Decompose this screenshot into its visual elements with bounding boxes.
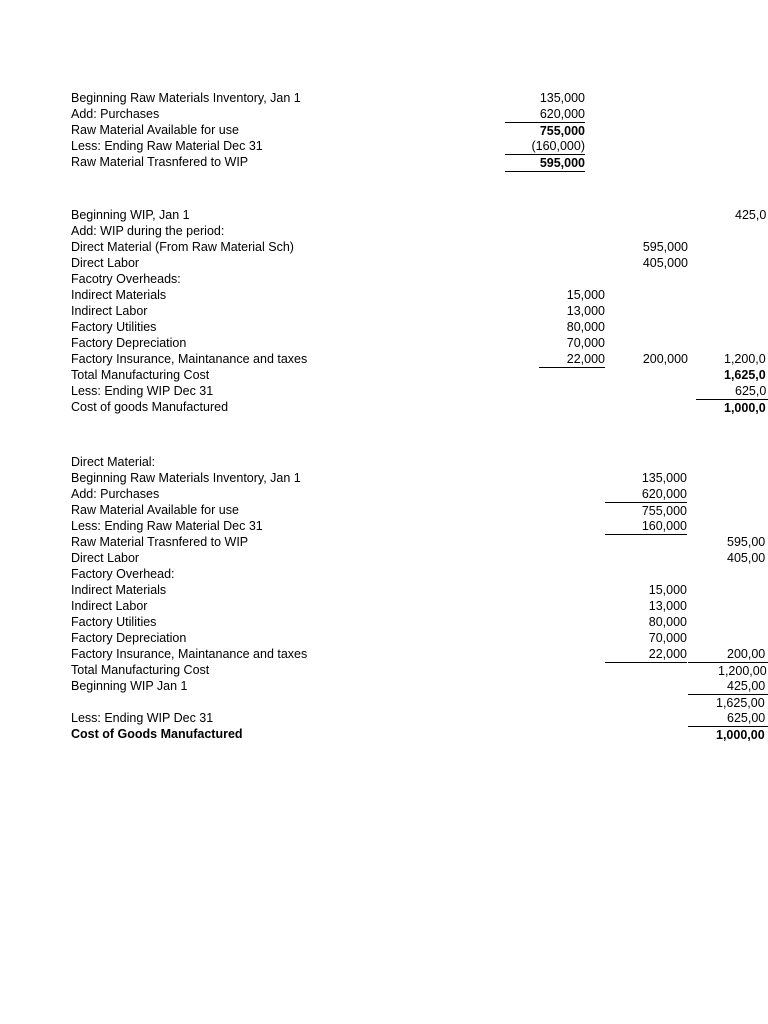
schedule-row [0, 383, 768, 399]
schedule-row [0, 255, 768, 271]
row-label: Facotry Overheads: [71, 272, 181, 286]
row-label: Factory Depreciation [71, 336, 187, 350]
schedule-row [0, 154, 768, 170]
schedule-row [0, 598, 768, 614]
row-label: Factory Overhead: [71, 567, 175, 581]
row-label: Beginning Raw Materials Inventory, Jan 1 [71, 471, 301, 485]
row-value: 135,000 [539, 91, 585, 105]
rule-line [539, 367, 605, 368]
row-label: Total Manufacturing Cost [71, 663, 210, 677]
schedule-row [0, 502, 768, 518]
running-total: 1,200,0 [724, 352, 766, 366]
row-value: 595,00 [727, 535, 766, 549]
row-value: 1,200,00 [688, 662, 768, 679]
row-value: 80,000 [648, 615, 687, 629]
row-value: 595,000 [505, 154, 585, 172]
row-label: Add: Purchases [71, 487, 160, 501]
schedule-row [0, 726, 768, 742]
row-label: Raw Material Available for use [71, 503, 239, 517]
row-value: 405,00 [727, 551, 766, 565]
row-value: 595,000 [642, 240, 688, 254]
row-value: 22,000 [605, 646, 687, 663]
row-value: 15,000 [566, 288, 605, 302]
schedule-row [0, 106, 768, 122]
raw-materials-schedule [0, 90, 768, 170]
schedule-row [0, 399, 768, 415]
row-label: Less: Ending WIP Dec 31 [71, 711, 214, 725]
row-label: Less: Ending Raw Material Dec 31 [71, 519, 263, 533]
row-label: Indirect Labor [71, 599, 148, 613]
schedule-row [0, 303, 768, 319]
row-value: 425,0 [735, 208, 767, 222]
schedule-row [0, 630, 768, 646]
row-value: (160,000) [531, 139, 585, 153]
schedule-row [0, 223, 768, 239]
schedule-row [0, 138, 768, 154]
schedule-row [0, 287, 768, 303]
row-label: Total Manufacturing Cost [71, 368, 210, 382]
row-label: Beginning Raw Materials Inventory, Jan 1 [71, 91, 301, 105]
row-label: Direct Material (From Raw Material Sch) [71, 240, 294, 254]
row-value: 70,000 [648, 631, 687, 645]
schedule-row [0, 710, 768, 726]
row-value: 22,000 [566, 352, 605, 366]
row-value: 620,000 [641, 487, 687, 501]
schedule-row [0, 614, 768, 630]
row-value: 620,000 [539, 107, 585, 121]
row-label: Beginning WIP Jan 1 [71, 679, 188, 693]
schedule-row [0, 694, 768, 710]
schedule-row [0, 550, 768, 566]
row-label: Direct Material: [71, 455, 156, 469]
row-label: Add: Purchases [71, 107, 160, 121]
schedule-row [0, 486, 768, 502]
row-label: Less: Ending WIP Dec 31 [71, 384, 214, 398]
schedule-row [0, 518, 768, 534]
schedule-row [0, 239, 768, 255]
schedule-row [0, 534, 768, 550]
row-label: Raw Material Trasnfered to WIP [71, 535, 249, 549]
schedule-row [0, 566, 768, 582]
row-label: Add: WIP during the period: [71, 224, 225, 238]
row-value: 625,0 [735, 384, 767, 398]
row-value: 625,00 [727, 711, 766, 725]
row-label: Direct Labor [71, 551, 140, 565]
schedule-row [0, 90, 768, 106]
schedule-row [0, 335, 768, 351]
row-label: Factory Insurance, Maintanance and taxes [71, 352, 308, 366]
row-value: 15,000 [648, 583, 687, 597]
schedule-row [0, 122, 768, 138]
schedule-row [0, 319, 768, 335]
manufacturing-schedule [0, 207, 768, 415]
schedule-row [0, 351, 768, 367]
schedule-row [0, 271, 768, 287]
row-label: Factory Depreciation [71, 631, 187, 645]
row-label: Indirect Materials [71, 288, 167, 302]
overhead-total: 200,000 [642, 352, 688, 366]
row-value: 1,625,0 [724, 368, 766, 382]
row-label: Factory Utilities [71, 320, 157, 334]
row-value: 755,000 [605, 502, 687, 519]
row-value: 755,000 [505, 122, 585, 139]
schedule-row [0, 582, 768, 598]
row-label: Beginning WIP, Jan 1 [71, 208, 190, 222]
row-label: Cost of goods Manufactured [71, 400, 229, 414]
schedule-row [0, 678, 768, 694]
row-label: Factory Insurance, Maintanance and taxes [71, 647, 308, 661]
row-value: 1,000,00 [688, 726, 768, 743]
row-label: Cost of Goods Manufactured [71, 727, 243, 741]
row-value: 1,625,00 [688, 694, 768, 711]
schedule-row [0, 454, 768, 470]
row-label: Indirect Materials [71, 583, 167, 597]
row-label: Direct Labor [71, 256, 140, 270]
schedule-row [0, 646, 768, 662]
row-value: 13,000 [566, 304, 605, 318]
schedule-row [0, 662, 768, 678]
row-value: 160,000 [605, 518, 687, 535]
row-value: 80,000 [566, 320, 605, 334]
schedule-row [0, 207, 768, 223]
row-value: 425,00 [727, 679, 766, 693]
row-label: Factory Utilities [71, 615, 157, 629]
schedule-row [0, 367, 768, 383]
row-value: 70,000 [566, 336, 605, 350]
overhead-total: 200,00 [727, 647, 766, 661]
schedule-row [0, 470, 768, 486]
combined-schedule [0, 454, 768, 742]
row-label: Indirect Labor [71, 304, 148, 318]
row-label: Raw Material Available for use [71, 123, 239, 137]
row-label: Less: Ending Raw Material Dec 31 [71, 139, 263, 153]
row-value: 1,000,0 [696, 399, 768, 416]
row-value: 405,000 [642, 256, 688, 270]
row-label: Raw Material Trasnfered to WIP [71, 155, 249, 169]
row-value: 135,000 [641, 471, 687, 485]
row-value: 13,000 [648, 599, 687, 613]
